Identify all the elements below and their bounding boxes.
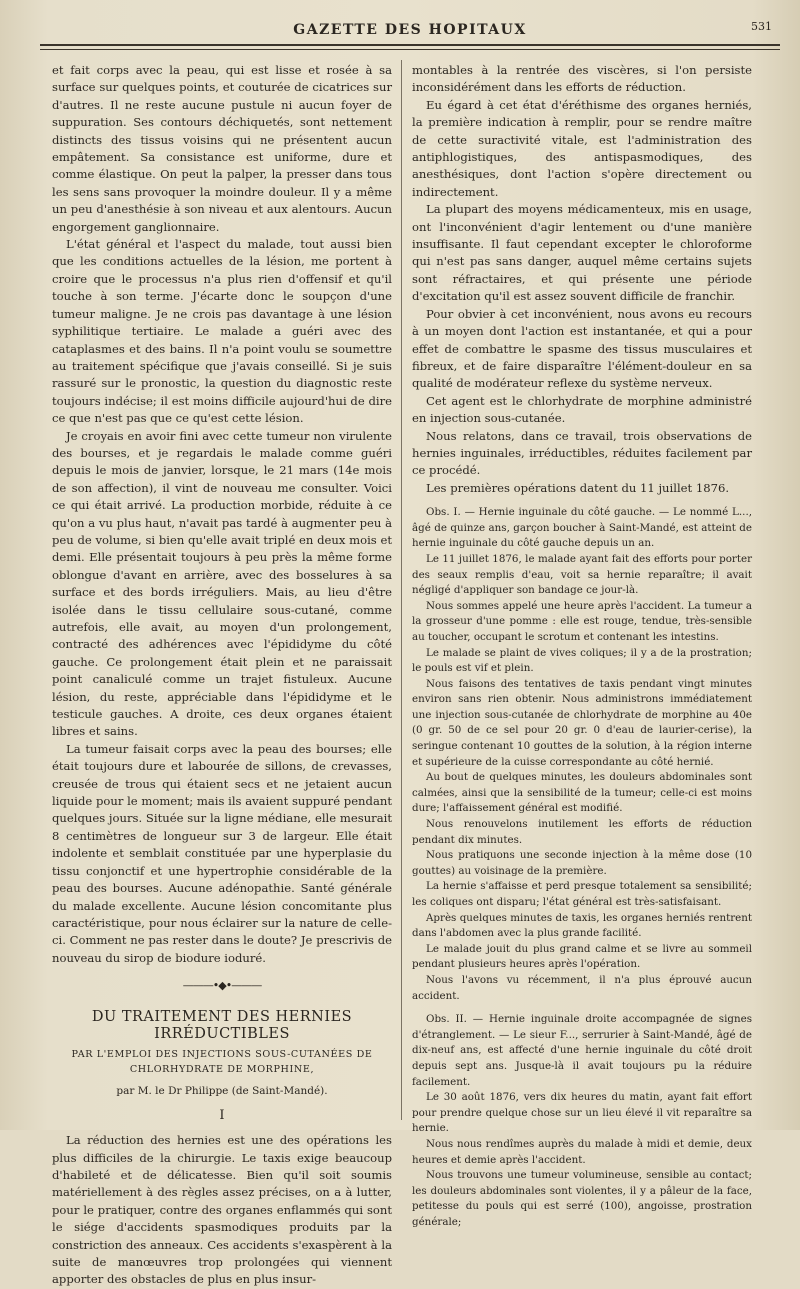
observation-paragraph: Nous pratiquons une seconde injection à la même dose (10 gouttes) au voisinage de la première. — [412, 849, 752, 877]
header-rule — [40, 44, 780, 46]
observation-paragraph: Au bout de quelques minutes, les douleurs abdominales sont calmées, ainsi que la sensibilité de la tumeur; celle-ci est moins dure; l'affaissement général est modifié. — [412, 771, 752, 815]
paragraph: Cet agent est le chlorhydrate de morphine administré en injection sous-cutanée. — [412, 393, 752, 426]
observation-paragraph: Obs. II. — Hernie inguinale droite accompagnée de signes d'étranglement. — Le sieur F..., serrurier à Saint-Mandé, âgé de dix-neuf ans, est affecté d'une hernie inguinale du côté droit depuis sept ans. Jusque-là il avait toujours pu la réduire facilement. — [412, 1013, 752, 1088]
observation-paragraph: Le 11 juillet 1876, le malade ayant fait des efforts pour porter des seaux remplis d'eau, voit sa hernie reparaître; il avait négligé d'appliquer son bandage ce jour-là. — [412, 552, 752, 597]
paragraph: Pour obvier à cet inconvénient, nous avons eu recours à un moyen dont l'action est instantanée, et qui a pour effet de combattre le spasme des tissus musculaires et fibreux, et de faire disparaître l'élément-douleur en sa qualité de modérateur reflexe du système nerveux. — [412, 306, 752, 391]
paragraph: Les premières opérations datent du 11 juillet 1876. — [426, 480, 730, 495]
right-column — [412, 62, 752, 1228]
observation-paragraph: Nous l'avons vu récemment, il n'a plus éprouvé aucun accident. — [412, 973, 752, 1002]
observation-paragraph: Nous nous rendîmes auprès du malade à midi et demie, deux heures et demie après l'accident. — [412, 1137, 752, 1166]
paragraph: Nous relatons, dans ce travail, trois observations de hernies inguinales, irréductibles, réduites facilement par ce procédé. — [412, 428, 752, 478]
observation-paragraph: Obs. I. — Hernie inguinale du côté gauche. — Le nommé L..., âgé de quinze ans, garçon boucher à Saint-Mandé, est atteint de hernie inguinale du côté gauche depuis un an. — [412, 506, 752, 550]
paragraph: Eu égard à cet état d'éréthisme des organes herniés, la première indication à remplir, pour se rendre maître de cette suractivité vitale, est l'administration des antiphlogistiques, des antispasmodiques, des anesthésiques, dont l'action s'opère directement ou indirectement. — [412, 97, 752, 199]
section-number: I — [219, 1107, 225, 1123]
column-divider — [401, 60, 402, 1120]
paragraph: Je croyais en avoir fini avec cette tumeur non virulente des bourses, et je regardais le malade comme guéri depuis le mois de janvier, lorsque, le 21 mars (14e mois de son affection), il vint de nouveau me consulter. Voici ce qui était arrivé. La production morbide, réduite à ce qu'on a vu plus haut, n'avait pas tardé à augmenter peu à peu de volume, si bien qu'elle avait triplé en deux mois et demi. Elle présentait toujours à peu près la même forme oblongue d'avant en arrière, avec des bosselures à sa surface et des bords irréguliers. Mais, au lieu d'être isolée dans le tissu cellulaire sous-cutané, comme autrefois, elle avait, au moyen d'un prolongement, contracté des adhérences avec l'épididyme du côté gauche. Ce prolongement était plein et ne paraissait point canaliculé comme un trajet fistuleux. Aucune lésion, du reste, appréciable dans l'épididyme et le testicule gauches. A droite, ces deux organes étaient libres et sains. — [52, 428, 392, 739]
article-title: DU TRAITEMENT DES HERNIES IRRÉDUCTIBLES — [91, 1008, 353, 1042]
observation-paragraph: Le malade jouit du plus grand calme et se livre au sommeil pendant plusieurs heures après l'opération. — [412, 942, 752, 971]
observation-paragraph: Nous faisons des tentatives de taxis pendant vingt minutes environ sans rien obtenir. Nous administrons immédiatement une injection sous-cutanée de chlorhydrate de morphine au 40e (0 gr. 50 de ce sel pour 20 gr. 0 d'eau de laurier-cerise), la seringue contenant 10 gouttes de la solution, à la région interne et supérieure de la cuisse correspondante au côté hernié. — [412, 677, 752, 768]
observation-paragraph: Le malade se plaint de vives coliques; il y a de la prostration; le pouls est vif et plein. — [412, 646, 752, 675]
paragraph: La tumeur faisait corps avec la peau des bourses; elle était toujours dure et labourée de sillons, de crevasses, creusée de trous qui étaient secs et ne jetaient aucun liquide pour le moment; mais ils avaient suppuré pendant quelques jours. Située sur la ligne médiane, elle mesurait 8 centimètres de longueur sur 3 de largeur. Elle était indolente et semblait constituée par une hyperplasie du tissu conjonctif et une hypertrophie considérable de la peau des bourses. Aucune adénopathie. Santé générale du malade excellente. Aucune lésion concomitante plus caractéristique, pour nous éclairer sur la nature de celle-ci. Comment ne pas rester dans le doute? Je prescrivis de nouveau du sirop de biodure ioduré. — [52, 741, 392, 965]
observation-paragraph: Nous trouvons une tumeur volumineuse, sensible au contact; les douleurs abdominales sont violentes, il y a pâleur de la face, petitesse du pouls qui est serré (100), angoisse, prostration générale; — [412, 1169, 752, 1228]
observation-paragraph: La hernie s'affaisse et perd presque totalement sa sensibilité; les coliques ont disparu; l'état général est très-satisfaisant. — [412, 880, 752, 908]
observation-paragraph: Nous sommes appelé une heure après l'accident. La tumeur a la grosseur d'une pomme : elle est rouge, tendue, très-sensible au toucher, occupant le scrotum et contenant les intestins. — [412, 599, 752, 643]
page-number: 531 — [751, 20, 772, 33]
journal-title: GAZETTE DES HOPITAUX — [293, 22, 527, 38]
article-subtitle: PAR L'EMPLOI DES INJECTIONS SOUS-CUTANÉES DE CHLORHYDRATE DE MORPHINE, — [71, 1049, 373, 1076]
observation-paragraph: Le 30 août 1876, vers dix heures du matin, ayant fait effort pour prendre quelque chose sur un lieu élevé il vit reparaître sa hernie. — [412, 1091, 752, 1135]
paragraph: L'état général et l'aspect du malade, tout aussi bien que les conditions actuelles de la lésion, me portent à croire que le processus n'a plus rien d'offensif et qu'il touche à son terme. J'écarte donc le soupçon d'une tumeur maligne. Je ne crois pas davantage à une lésion syphilitique tertiaire. Le malade a guéri avec des cataplasmes et des bains. Il n'a point voulu se soumettre au traitement spécifique que j'avais conseillé. Si je suis rassuré sur le pronostic, la question du diagnostic reste toujours indécise; il est moins difficile aujourd'hui de dire ce que n'est pas que ce qu'est cette lésion. — [52, 237, 392, 426]
page-header — [40, 18, 780, 58]
section-ornament: ———•◆•——— — [182, 979, 262, 993]
paragraph: La plupart des moyens médicamenteux, mis en usage, ont l'inconvénient d'agir lentement ou d'une manière insuffisante. Il faut cependant excepter le chloroforme qui n'est pas sans danger, auquel même certains sujets sont réfractaires, et qui présente une période d'excitation qu'il est assez souvent difficile de franchir. — [412, 202, 752, 304]
header-rule-thin — [40, 49, 780, 50]
article-byline: par M. le Dr Philippe (de Saint-Mandé). — [116, 1085, 328, 1098]
paragraph: montables à la rentrée des viscères, si l'on persiste inconsidérément dans les efforts de réduction. — [412, 63, 752, 95]
paragraph: La réduction des hernies est une des opérations les plus difficiles de la chirurgie. Le taxis exige beaucoup d'habileté et de délicatesse. Bien qu'il soit soumis matériellement à des règles assez précises, on a à lutter, pour le pratiquer, contre des organes enflammés qui sont le siége d'accidents spasmodiques produits par la constriction des anneaux. Ces accidents s'exaspèrent à la suite de manœuvres trop prolongées qui viennent apporter des obstacles de plus en plus insur- — [52, 1133, 392, 1287]
paragraph: et fait corps avec la peau, qui est lisse et rosée à sa surface sur quelques points, et couturée de cicatrices sur d'autres. Il ne reste aucune pustule ni aucun foyer de suppuration. Ses contours déchiquetés, sont nettement distincts des tissus voisins qui ne présentent aucun empâtement. Sa consistance est uniforme, dure et comme élastique. On peut la palper, la presser dans tous les sens sans provoquer la moindre douleur. Il y a même un peu d'anesthésie à son niveau et aux alentours. Aucun engorgement ganglionnaire. — [52, 63, 392, 234]
observation-paragraph: Après quelques minutes de taxis, les organes herniés rentrent dans l'abdomen avec la plus grande facilité. — [412, 911, 752, 940]
observation-paragraph: Nous renouvelons inutilement les efforts de réduction pendant dix minutes. — [412, 818, 752, 846]
left-column — [52, 62, 392, 1287]
